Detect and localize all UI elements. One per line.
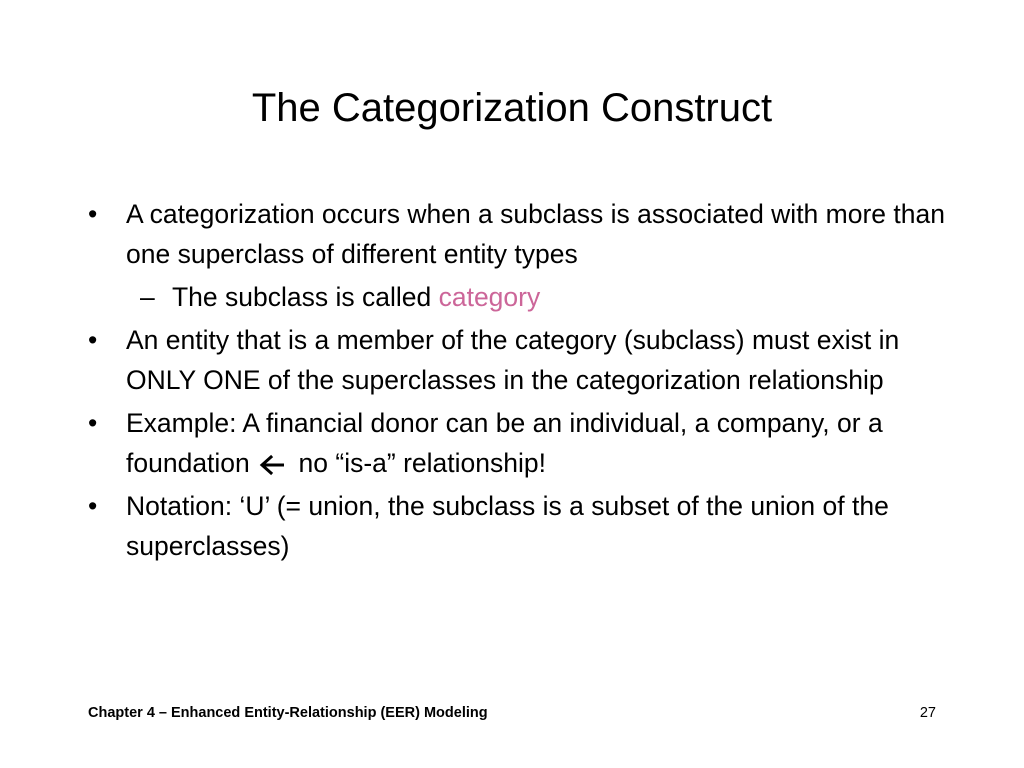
bullet-text: Notation: ‘U’ (= union, the subclass is a subset of the union of the superclasses): [126, 491, 889, 561]
sub-bullet-marker: –: [140, 282, 155, 312]
bullet-marker: •: [88, 199, 98, 229]
arrow-left-icon: [259, 454, 287, 476]
bullet-text: Example: A financial donor can be an individual, a company, or a foundation: [126, 408, 883, 478]
footer-page-number: 27: [919, 705, 936, 721]
bullet-item-1: [88, 194, 948, 274]
bullet-marker: •: [88, 408, 98, 438]
bullet-text: A categorization occurs when a subclass is associated with more than one superclass of different entity types: [126, 199, 945, 269]
category-highlight: category: [438, 282, 541, 312]
footer-chapter: Chapter 4 – Enhanced Entity-Relationship (EER) Modeling: [88, 705, 488, 721]
slide-title: The Categorization Construct: [251, 86, 773, 130]
bullet-text-after-arrow: no “is-a” relationship!: [298, 448, 546, 478]
bullet-marker: •: [88, 325, 98, 355]
sub-bullet-text: The subclass is called: [172, 282, 439, 312]
bullet-text: An entity that is a member of the category (subclass) must exist in ONLY ONE of the superclasses in the categorization relationship: [126, 325, 900, 395]
sub-bullet-item-1: [88, 277, 948, 317]
bullet-item-2: [88, 320, 948, 400]
bullet-item-4: [88, 486, 948, 566]
bullet-item-3: [88, 403, 948, 483]
bullet-marker: •: [88, 491, 98, 521]
bullet-list: [88, 194, 948, 569]
